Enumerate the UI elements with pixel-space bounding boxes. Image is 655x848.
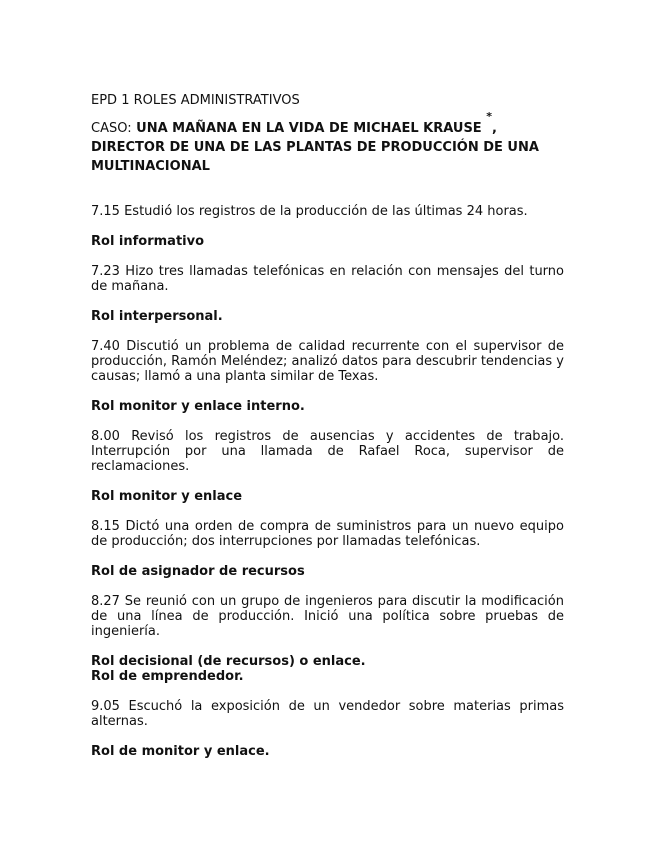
- entry-7-role: Rol de monitor y enlace.: [91, 744, 270, 759]
- entry-6-text: 8.27 Se reunió con un grupo de ingenieros para discutir la modificación de una línea de producción. Inició una política sobre pruebas de ingeniería.: [91, 594, 564, 639]
- entry-7-text: 9.05 Escuchó la exposición de un vendedor sobre materias primas alternas.: [91, 699, 564, 729]
- case-title-line-2: DIRECTOR DE UNA DE LAS PLANTAS DE PRODUCCIÓN DE UNA: [91, 140, 539, 155]
- entry-1-role: Rol informativo: [91, 234, 205, 249]
- entry-4-text: 8.00 Revisó los registros de ausencias y accidentes de trabajo. Interrupción por una llamada de Rafael Roca, supervisor de reclamaciones.: [91, 429, 564, 474]
- entry-2-text: 7.23 Hizo tres llamadas telefónicas en relación con mensajes del turno de mañana.: [91, 264, 564, 294]
- case-prefix: CASO:: [91, 121, 132, 136]
- entry-5-role: Rol de asignador de recursos: [91, 564, 305, 579]
- case-title-line-3: MULTINACIONAL: [91, 159, 210, 174]
- entry-3-role: Rol monitor y enlace interno.: [91, 399, 305, 414]
- case-title-text: UNA MAÑANA EN LA VIDA DE MICHAEL KRAUSE: [136, 121, 482, 136]
- case-title-line-1: [91, 110, 564, 136]
- entry-6-role-2: Rol de emprendedor.: [91, 669, 244, 684]
- entry-5-text: 8.15 Dictó una orden de compra de suministros para un nuevo equipo de producción; dos interrupciones por llamadas telefónicas.: [91, 519, 564, 549]
- case-footnote-marker: *: [486, 110, 492, 123]
- case-title-comma: ,: [492, 121, 497, 136]
- document-header: EPD 1 ROLES ADMINISTRATIVOS: [91, 93, 300, 108]
- entry-3-text: 7.40 Discutió un problema de calidad recurrente con el supervisor de producción, Ramón Meléndez; analizó datos para descubrir tendencias y causas; llamó a una planta similar de Texas.: [91, 339, 564, 384]
- entry-1-text: 7.15 Estudió los registros de la producción de las últimas 24 horas.: [91, 204, 528, 219]
- entry-4-role: Rol monitor y enlace: [91, 489, 243, 504]
- entry-2-role: Rol interpersonal.: [91, 309, 223, 324]
- entry-6-role: Rol decisional (de recursos) o enlace.: [91, 654, 366, 669]
